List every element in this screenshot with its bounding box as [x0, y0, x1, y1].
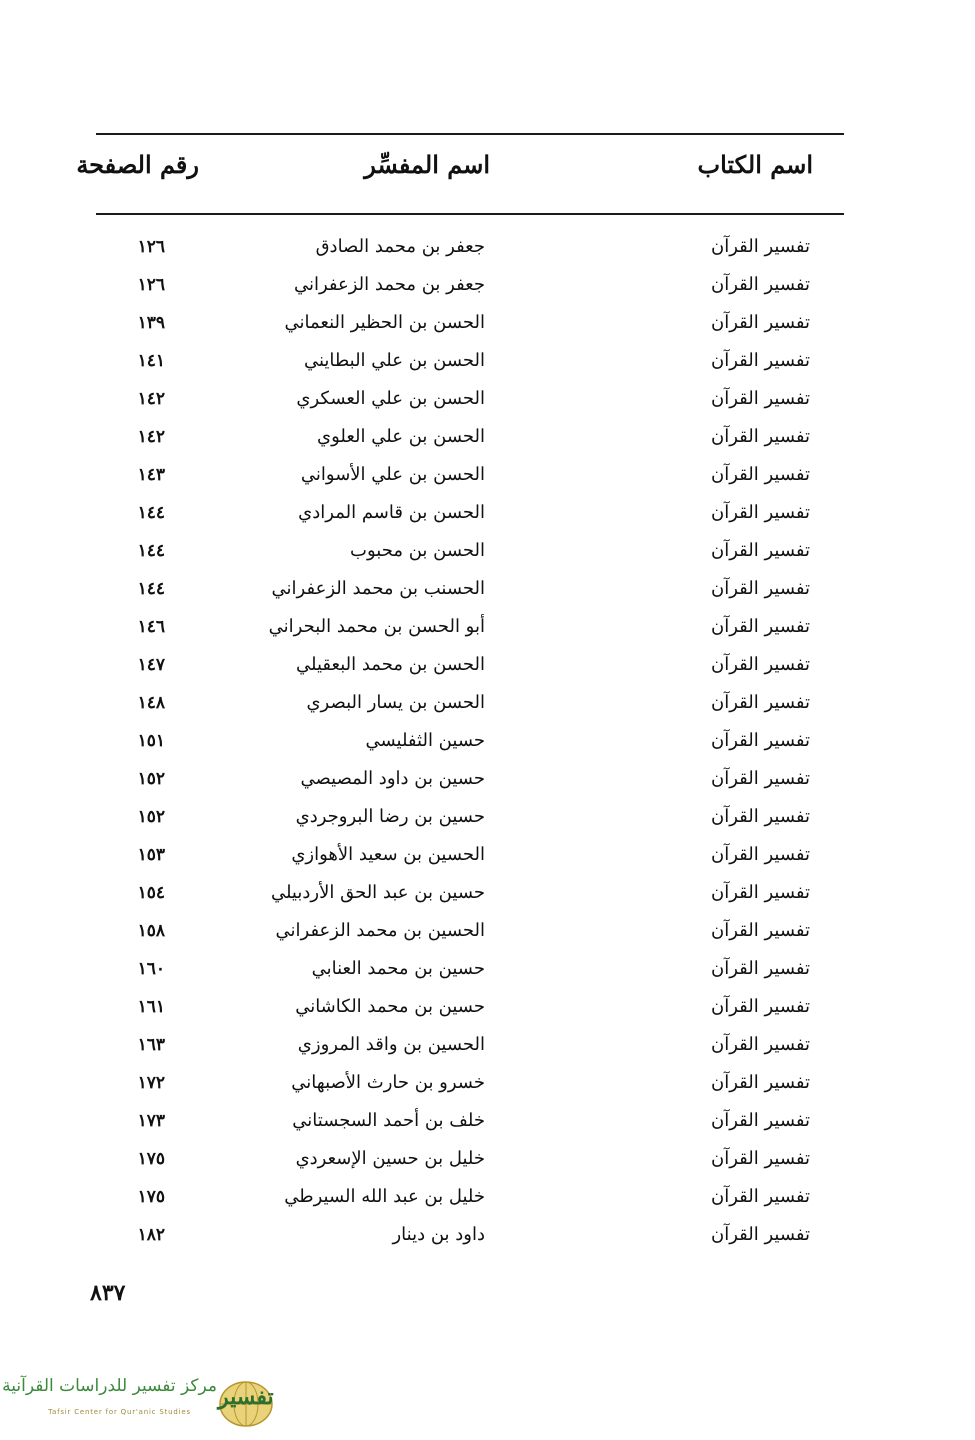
row-page-number: ١٤٤: [137, 541, 165, 561]
row-book-title: تفسير القرآن: [711, 1148, 810, 1169]
row-author-name: الحسن بن علي العسكري: [296, 388, 485, 409]
row-author-name: خليل بن عبد الله السيرطي: [284, 1186, 485, 1207]
table-row: [0, 1182, 975, 1220]
table-row: [0, 270, 975, 308]
row-book-title: تفسير القرآن: [711, 578, 810, 599]
row-page-number: ١٥١: [137, 731, 165, 751]
column-header-book: اسم الكتاب: [697, 150, 813, 179]
row-book-title: تفسير القرآن: [711, 996, 810, 1017]
table-row: [0, 650, 975, 688]
table-row: [0, 1144, 975, 1182]
row-book-title: تفسير القرآن: [711, 730, 810, 751]
row-page-number: ١٦٠: [137, 959, 165, 979]
row-page-number: ١٥٢: [137, 769, 165, 789]
row-page-number: ١٥٢: [137, 807, 165, 827]
row-book-title: تفسير القرآن: [711, 388, 810, 409]
row-page-number: ١٤٢: [137, 427, 165, 447]
row-book-title: تفسير القرآن: [711, 312, 810, 333]
row-author-name: الحسن بن الحظير النعماني: [284, 312, 485, 333]
row-page-number: ١٤٨: [137, 693, 165, 713]
table-row: [0, 954, 975, 992]
row-author-name: حسين بن عبد الحق الأردبيلي: [270, 882, 485, 903]
table-row: [0, 536, 975, 574]
table-row: [0, 764, 975, 802]
row-page-number: ١٦٣: [137, 1035, 165, 1055]
row-page-number: ١٢٦: [137, 275, 165, 295]
row-author-name: الحسن بن علي العلوي: [317, 426, 485, 447]
row-author-name: الحسن بن محبوب: [350, 540, 485, 561]
row-book-title: تفسير القرآن: [711, 882, 810, 903]
row-page-number: ١٨٢: [137, 1225, 165, 1245]
row-page-number: ١٧٣: [137, 1111, 165, 1131]
row-page-number: ١٧٥: [137, 1187, 165, 1207]
row-author-name: جعفر بن محمد الصادق: [315, 236, 485, 257]
table-row: [0, 1030, 975, 1068]
table-row: [0, 1106, 975, 1144]
row-page-number: ١٥٨: [137, 921, 165, 941]
row-book-title: تفسير القرآن: [711, 1224, 810, 1245]
table-row: [0, 840, 975, 878]
table-row: [0, 574, 975, 612]
table-row: [0, 346, 975, 384]
row-author-name: جعفر بن محمد الزعفراني: [293, 274, 485, 295]
logo-center-name-en: Tafsir Center for Qur'anic Studies: [48, 1408, 191, 1416]
row-author-name: الحسن بن علي الأسواني: [300, 464, 485, 485]
row-book-title: تفسير القرآن: [711, 1186, 810, 1207]
row-book-title: تفسير القرآن: [711, 236, 810, 257]
table-row: [0, 1068, 975, 1106]
row-book-title: تفسير القرآن: [711, 920, 810, 941]
header-top-rule: [96, 133, 844, 135]
table-row: [0, 232, 975, 270]
row-author-name: الحسنب بن محمد الزعفراني: [271, 578, 485, 599]
header-bottom-rule: [96, 213, 844, 215]
row-page-number: ١٢٦: [137, 237, 165, 257]
index-table: [0, 232, 975, 1258]
tafsir-center-logo: [2, 1372, 294, 1432]
row-page-number: ١٥٣: [137, 845, 165, 865]
table-row: [0, 726, 975, 764]
row-author-name: الحسين بن سعيد الأهوازي: [291, 844, 485, 865]
row-author-name: حسين بن داود المصيصي: [300, 768, 485, 789]
row-book-title: تفسير القرآن: [711, 350, 810, 371]
row-page-number: ١٤٤: [137, 503, 165, 523]
table-row: [0, 498, 975, 536]
row-page-number: ١٤٦: [137, 617, 165, 637]
row-author-name: الحسن بن يسار البصري: [306, 692, 485, 713]
row-author-name: حسين بن محمد العنابي: [311, 958, 485, 979]
row-page-number: ١٥٤: [137, 883, 165, 903]
row-book-title: تفسير القرآن: [711, 502, 810, 523]
row-page-number: ١٧٥: [137, 1149, 165, 1169]
row-author-name: الحسن بن علي البطايني: [303, 350, 485, 371]
column-header-page: رقم الصفحة: [76, 150, 199, 179]
table-row: [0, 802, 975, 840]
row-author-name: خليل بن حسين الإسعردي: [295, 1148, 485, 1169]
row-author-name: حسين بن رضا البروجردي: [295, 806, 485, 827]
row-book-title: تفسير القرآن: [711, 464, 810, 485]
row-book-title: تفسير القرآن: [711, 274, 810, 295]
row-page-number: ١٤٤: [137, 579, 165, 599]
row-book-title: تفسير القرآن: [711, 540, 810, 561]
row-book-title: تفسير القرآن: [711, 1110, 810, 1131]
row-book-title: تفسير القرآن: [711, 654, 810, 675]
row-page-number: ١٦١: [137, 997, 165, 1017]
row-page-number: ١٤٢: [137, 389, 165, 409]
row-book-title: تفسير القرآن: [711, 1034, 810, 1055]
row-book-title: تفسير القرآن: [711, 1072, 810, 1093]
row-page-number: ١٤٧: [137, 655, 165, 675]
table-row: [0, 308, 975, 346]
row-book-title: تفسير القرآن: [711, 844, 810, 865]
row-book-title: تفسير القرآن: [711, 768, 810, 789]
logo-center-name: مركز تفسير للدراسات القرآنية: [2, 1376, 217, 1396]
row-book-title: تفسير القرآن: [711, 692, 810, 713]
row-author-name: داود بن دينار: [392, 1224, 485, 1245]
table-row: [0, 612, 975, 650]
table-row: [0, 460, 975, 498]
table-row: [0, 878, 975, 916]
logo-emblem-text: تفسير: [218, 1384, 274, 1410]
table-row: [0, 688, 975, 726]
row-author-name: الحسن بن محمد البعقيلي: [296, 654, 485, 675]
row-book-title: تفسير القرآن: [711, 806, 810, 827]
row-author-name: حسين بن محمد الكاشاني: [295, 996, 485, 1017]
page-number: ٨٣٧: [90, 1280, 126, 1306]
row-page-number: ١٤١: [137, 351, 165, 371]
row-author-name: أبو الحسن بن محمد البحراني: [268, 616, 485, 637]
row-author-name: حسين الثفليسي: [365, 730, 485, 751]
table-row: [0, 916, 975, 954]
row-author-name: الحسن بن قاسم المرادي: [298, 502, 485, 523]
row-book-title: تفسير القرآن: [711, 958, 810, 979]
table-row: [0, 422, 975, 460]
row-author-name: خلف بن أحمد السجستاني: [292, 1110, 485, 1131]
row-page-number: ١٤٣: [137, 465, 165, 485]
table-row: [0, 1220, 975, 1258]
row-page-number: ١٣٩: [137, 313, 165, 333]
row-author-name: خسرو بن حارث الأصبهاني: [291, 1072, 485, 1093]
row-book-title: تفسير القرآن: [711, 426, 810, 447]
column-header-author: اسم المفسِّر: [364, 150, 490, 179]
table-row: [0, 384, 975, 422]
row-author-name: الحسين بن محمد الزعفراني: [275, 920, 485, 941]
row-page-number: ١٧٢: [137, 1073, 165, 1093]
row-book-title: تفسير القرآن: [711, 616, 810, 637]
row-author-name: الحسين بن واقد المروزي: [297, 1034, 485, 1055]
table-row: [0, 992, 975, 1030]
